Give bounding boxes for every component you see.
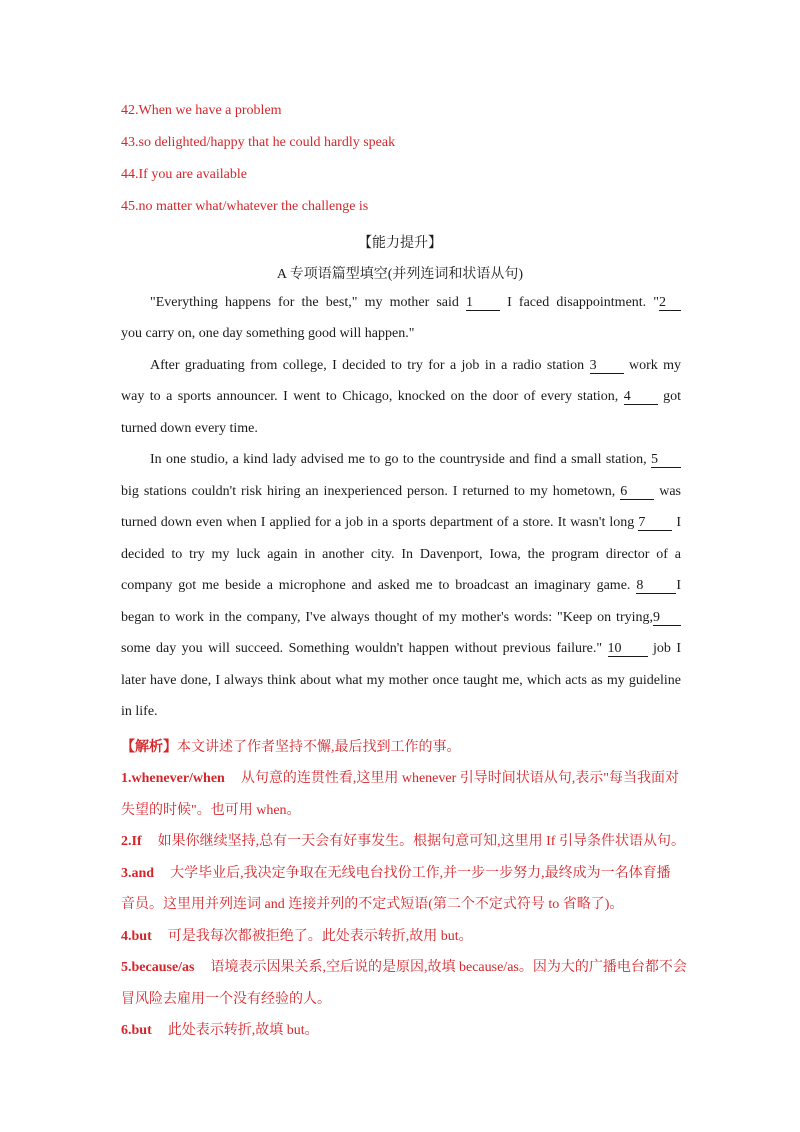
blank-1: 1 [466, 296, 500, 311]
passage-line-13: later have done, I always think about what my mother once taught me, which acts as my guideline [121, 673, 681, 688]
analysis-summary: 【解析】本文讲述了作者坚持不懈,最后找到工作的事。 [121, 740, 461, 755]
blank-6: 6 [620, 485, 654, 500]
analysis-item-5-cont: 冒风险去雇用一个没有经验的人。 [121, 992, 331, 1007]
passage-line-3: After graduating from college, I decided to try for a job in a radio station 3 work my [150, 358, 681, 373]
blank-3: 3 [590, 359, 624, 374]
passage-line-10: company got me beside a microphone and asked me to broadcast an imaginary game. 8 I [121, 578, 681, 593]
blank-5: 5 [651, 453, 681, 468]
blank-2: 2 [659, 296, 681, 311]
analysis-item-3-cont: 音员。这里用并列连词 and 连接并列的不定式短语(第二个不定式符号 to 省略了)。 [121, 897, 624, 912]
passage-line-4: way to a sports announcer. I went to Chicago, knocked on the door of every station, 4 got [121, 389, 682, 404]
blank-7: 7 [638, 516, 672, 531]
passage-line-1: "Everything happens for the best," my mother said 1 I faced disappointment. "2 [150, 295, 681, 311]
analysis-item-6: 6.but 此处表示转折,故填 but。 [121, 1023, 319, 1038]
answer-43: 43.so delighted/happy that he could hardly speak [121, 135, 396, 150]
passage-line-11: began to work in the company, I've always thought of my mother's words: "Keep on trying,9 [121, 610, 681, 626]
analysis-item-1-cont: 失望的时候"。也可用 when。 [121, 803, 301, 818]
analysis-item-3: 3.and 大学毕业后,我决定争取在无线电台找份工作,并一步一步努力,最终成为一名体育播 [121, 866, 671, 881]
passage-line-8: turned down even when I applied for a job in a sports department of a store. It wasn't long 7 I [121, 515, 682, 530]
analysis-item-5: 5.because/as 语境表示因果关系,空后说的是原因,故填 because/as。因为大的广播电台都不会 [121, 960, 687, 975]
blank-4: 4 [624, 390, 658, 405]
passage-line-7: big stations couldn't risk hiring an inexperienced person. I returned to my hometown, 6 was [121, 484, 681, 499]
passage-line-14: in life. [121, 704, 158, 719]
passage-line-5: turned down every time. [121, 421, 258, 436]
answer-44: 44.If you are available [121, 167, 247, 182]
passage-line-6: In one studio, a kind lady advised me to go to the countryside and find a small station, 5 [150, 452, 681, 468]
passage-line-12: some day you will succeed. Something wouldn't happen without previous failure." 10 job I [121, 641, 682, 656]
blank-10: 10 [608, 642, 648, 657]
answer-42: 42.When we have a problem [121, 103, 282, 118]
analysis-item-4: 4.but 可是我每次都被拒绝了。此处表示转折,故用 but。 [121, 929, 473, 944]
section-subtitle: A 专项语篇型填空(并列连词和状语从句) [276, 267, 524, 282]
analysis-item-1: 1.whenever/when 从句意的连贯性看,这里用 whenever 引导时间状语从句,表示"每当我面对 [121, 771, 679, 786]
passage-line-9: decided to try my luck again in another city. In Davenport, Iowa, the program director of a [121, 547, 681, 562]
blank-8: 8 [636, 579, 676, 594]
analysis-item-2: 2.If 如果你继续坚持,总有一天会有好事发生。根据句意可知,这里用 If 引导条件状语从句。 [121, 834, 685, 849]
section-title: 【能力提升】 [358, 236, 442, 251]
passage-line-2: you carry on, one day something good will happen." [121, 326, 415, 341]
answer-45: 45.no matter what/whatever the challenge is [121, 199, 369, 214]
blank-9: 9 [653, 611, 681, 626]
